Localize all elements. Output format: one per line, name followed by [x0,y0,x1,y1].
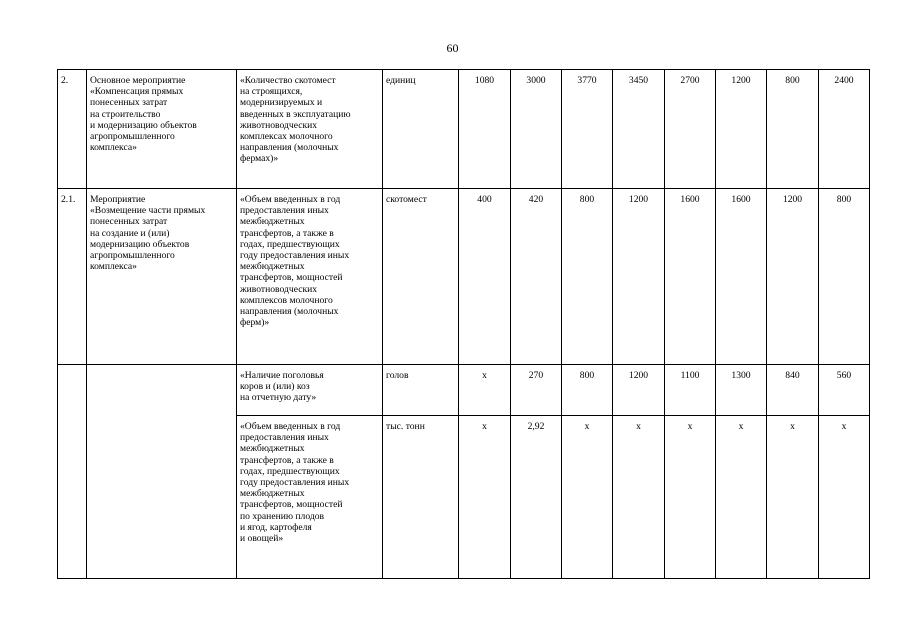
unit: скотомест [383,189,459,365]
value-cell: х [459,365,511,416]
value-cell: 1600 [716,189,767,365]
indicator-name: «Наличие поголовья коров и (или) коз на отчетную дату» [237,365,383,416]
unit: тыс. тонн [383,416,459,579]
event-name [87,365,237,579]
value-cell: 1200 [613,365,665,416]
value-cell: 400 [459,189,511,365]
row-number [58,365,87,579]
value-cell: 1600 [665,189,716,365]
value-cell: 2400 [819,70,870,189]
indicator-name: «Объем введенных в год предоставления иных межбюджетных трансфертов, а также в годах, предшествующих году предоставления иных межбюджетных трансфертов, мощностей животноводческих комплексов молочного направления (молочных ферм)» [237,189,383,365]
value-cell: 560 [819,365,870,416]
value-cell: 2,92 [511,416,562,579]
value-cell: 3770 [562,70,613,189]
value-cell: х [819,416,870,579]
indicators-table [57,69,870,579]
value-cell: 3000 [511,70,562,189]
value-cell: 420 [511,189,562,365]
indicator-name: «Количество скотомест на строящихся, модернизируемых и введенных в эксплуатацию животноводческих комплексах молочного направления (молочных фермах)» [237,70,383,189]
page-number: 60 [446,41,459,55]
value-cell: х [459,416,511,579]
value-cell: 3450 [613,70,665,189]
value-cell: х [613,416,665,579]
indicator-name: «Объем введенных в год предоставления иных межбюджетных трансфертов, а также в годах, предшествующих году предоставления иных межбюджетных трансфертов, мощностей по хранению плодов и ягод, картофеля и овощей» [237,416,383,579]
value-cell: 800 [819,189,870,365]
table-row [58,365,870,416]
unit: единиц [383,70,459,189]
value-cell: 1080 [459,70,511,189]
row-number: 2.1. [58,189,87,365]
value-cell: х [716,416,767,579]
value-cell: 1300 [716,365,767,416]
value-cell: 1200 [767,189,819,365]
value-cell: 1200 [613,189,665,365]
event-name: Мероприятие «Возмещение части прямых понесенных затрат на создание и (или) модернизацию объектов агропромышленного комплекса» [87,189,237,365]
event-name: Основное мероприятие «Компенсация прямых понесенных затрат на строительство и модернизацию объектов агропромышленного комплекса» [87,70,237,189]
value-cell: 800 [562,189,613,365]
value-cell: х [665,416,716,579]
value-cell: х [562,416,613,579]
value-cell: 800 [767,70,819,189]
value-cell: х [767,416,819,579]
value-cell: 1100 [665,365,716,416]
unit: голов [383,365,459,416]
row-number: 2. [58,70,87,189]
value-cell: 270 [511,365,562,416]
table-row [58,189,870,365]
value-cell: 2700 [665,70,716,189]
value-cell: 1200 [716,70,767,189]
value-cell: 800 [562,365,613,416]
table-row [58,70,870,189]
value-cell: 840 [767,365,819,416]
